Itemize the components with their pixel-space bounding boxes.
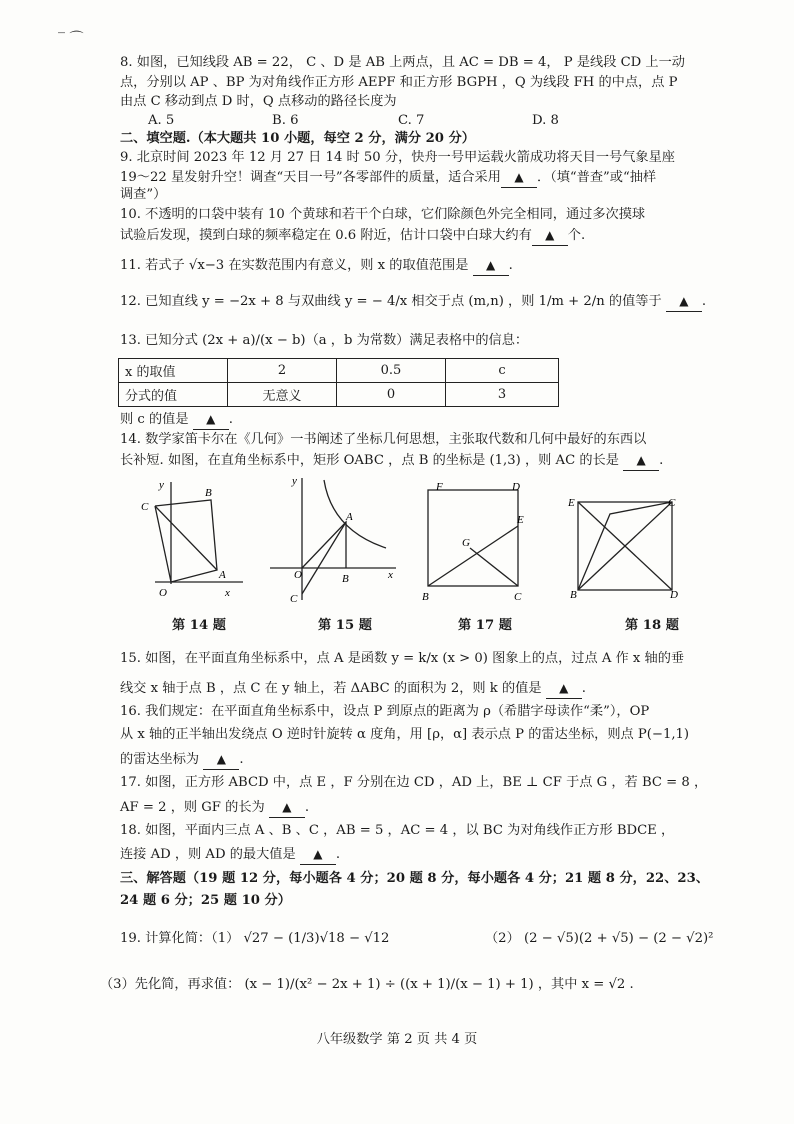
caption-fig-15: 第 15 题: [318, 618, 372, 633]
table-cell: 0.5: [337, 359, 446, 383]
label-b: B: [205, 487, 212, 499]
q9-line-2: [120, 168, 754, 188]
q14-text: 长补短. 如图，在直角坐标系中，矩形 OABC ，点 B 的坐标是 (1,3) ，则 AC 的长是: [120, 453, 619, 468]
q10-line-1: 10. 不透明的口袋中装有 10 个黄球和若干个白球，它们除颜色外完全相同，通过多次摸球: [120, 207, 646, 222]
label-c: C: [141, 501, 149, 513]
rectangle-oabc: [155, 500, 217, 582]
label-a: A: [219, 569, 226, 581]
q17-text-b: .: [304, 800, 310, 815]
label-c: C: [290, 593, 298, 605]
table-cell: c: [446, 359, 559, 383]
label-y: y: [159, 479, 164, 491]
q18-answer-blank[interactable]: [300, 845, 336, 865]
label-g: G: [462, 537, 470, 549]
q10-text: 试验后发现，摸到白球的频率稳定在 0.6 附近，估计口袋中白球大约有: [120, 228, 532, 243]
table-row: [119, 359, 559, 383]
square-abcd: [428, 490, 518, 586]
figure-18: [566, 492, 684, 604]
figure-14: [135, 476, 255, 604]
q19-part-3: （3）先化简，再求值： (x − 1)/(x² − 2x + 1) ÷ ((x + 1)/(x − 1) + 1) ，其中 x = √2 .: [100, 977, 634, 992]
q14-answer-blank[interactable]: [623, 451, 659, 471]
q18-text-b: .: [335, 847, 341, 862]
label-a: A: [346, 511, 353, 523]
blank-triangle-icon: ▲: [559, 681, 569, 695]
label-o: O: [159, 587, 167, 599]
q12-text-b: .: [701, 294, 707, 309]
label-b: B: [422, 591, 429, 603]
q18-line-2: [120, 845, 754, 865]
label-y: y: [292, 475, 297, 487]
q12-line: [120, 292, 754, 312]
q14-line-1: 14. 数学家笛卡尔在《几何》一书阐述了坐标几何思想，主张取代数和几何中最好的东西以: [120, 432, 647, 447]
q13-after: [120, 410, 754, 430]
q14-line-2: [120, 451, 754, 471]
segment-be: [428, 526, 518, 586]
q11-line: [120, 256, 754, 276]
q13-intro: 13. 已知分式 (2x + a)/(x − b)（a ，b 为常数）满足表格中的信息：: [120, 333, 529, 348]
q8-line-1: 8. 如图，已知线段 AB = 22， C 、D 是 AB 上两点，且 AC = DB = 4， P 是线段 CD 上一动: [120, 55, 685, 70]
q10-line-2: [120, 226, 754, 246]
table-cell: 分式的值: [119, 383, 228, 407]
option-c[interactable]: C. 7: [398, 113, 425, 128]
q18-line-1: 18. 如图，平面内三点 A 、B 、C ，AB = 5 ，AC = 4 ，以 BC 为对角线作正方形 BDCE ，: [120, 823, 675, 838]
blank-triangle-icon: ▲: [206, 412, 216, 426]
segment-ca: [302, 522, 346, 594]
q16-text: 的雷达坐标为: [120, 752, 200, 767]
q15-line-1: 15. 如图，在平面直角坐标系中，点 A 是函数 y = k/x (x > 0) 图象上的点，过点 A 作 x 轴的垂: [120, 651, 685, 666]
q15-text-b: .: [581, 681, 586, 696]
caption-fig-18: 第 18 题: [625, 618, 679, 633]
q19-part-2: （2） (2 − √5)(2 + √5) − (2 − √2)²: [485, 931, 714, 946]
q15-answer-blank[interactable]: [546, 679, 582, 699]
figure-17: [418, 478, 528, 604]
q17-answer-blank[interactable]: [269, 798, 305, 818]
q13-table: [118, 358, 559, 407]
table-row: [119, 383, 559, 407]
table-cell: 2: [228, 359, 337, 383]
q10-text-b: 个.: [567, 228, 586, 243]
blank-triangle-icon: ▲: [545, 228, 555, 242]
q12-answer-blank[interactable]: [666, 292, 702, 312]
triangle-oab: [302, 522, 346, 568]
q12-text: 12. 已知直线 y = −2x + 8 与双曲线 y = − 4/x 相交于点 (m,n) ，则 1/m + 2/n 的值等于: [120, 294, 662, 309]
label-b: B: [570, 589, 577, 601]
section-3-heading-1: 三、解答题（19 题 12 分，每小题各 4 分；20 题 8 分，每小题各 4 分；21 题 8 分，22、23、: [120, 871, 709, 886]
hyperbola-curve: [324, 480, 386, 548]
q8-line-2: 点，分别以 AP 、BP 为对角线作正方形 AEPF 和正方形 BGPH ，Q 为线段 FH 的中点，点 P: [120, 75, 678, 90]
label-d: D: [670, 589, 678, 601]
q16-line-3: [120, 750, 754, 770]
option-d[interactable]: D. 8: [532, 113, 559, 128]
caption-fig-14: 第 14 题: [172, 618, 226, 633]
blank-triangle-icon: ▲: [514, 170, 524, 184]
table-cell: 无意义: [228, 383, 337, 407]
q10-answer-blank[interactable]: [532, 226, 568, 246]
q9-line-1: 9. 北京时间 2023 年 12 月 27 日 14 时 50 分，快舟一号甲运载火箭成功将天目一号气象星座: [120, 150, 675, 165]
page-footer: 八年级数学 第 2 页 共 4 页: [316, 1032, 478, 1047]
q9-answer-blank[interactable]: [501, 168, 537, 188]
q18-text: 连接 AD ，则 AD 的最大值是: [120, 847, 296, 862]
blank-triangle-icon: ▲: [679, 294, 689, 308]
q13-answer-blank[interactable]: [193, 410, 229, 430]
label-f: F: [436, 481, 443, 493]
figure-15: [266, 470, 406, 610]
blank-triangle-icon: ▲: [636, 453, 646, 467]
blank-triangle-icon: ▲: [313, 847, 323, 861]
q9-text-b: ．（填“普查”或“抽样: [536, 170, 657, 185]
option-a[interactable]: A. 5: [148, 113, 175, 128]
q9-text: 19～22 星发射升空！调查“天目一号”各零部件的质量，适合采用: [120, 170, 501, 185]
q16-answer-blank[interactable]: [203, 750, 239, 770]
q11-text-b: .: [508, 258, 513, 273]
q17-line-2: [120, 798, 754, 818]
label-b: B: [342, 573, 349, 585]
q8-line-3: 由点 C 移动到点 D 时，Q 点移动的路径长度为: [120, 94, 397, 109]
q16-line-1: 16. 我们规定：在平面直角坐标系中，设点 P 到原点的距离为 ρ（希腊字母读作“柔”），OP: [120, 704, 650, 719]
table-cell: 0: [337, 383, 446, 407]
label-o: O: [294, 569, 302, 581]
blank-triangle-icon: ▲: [216, 752, 226, 766]
blank-triangle-icon: ▲: [485, 258, 496, 272]
q17-line-1: 17. 如图，正方形 ABCD 中，点 E ，F 分别在边 CD ，AD 上，BE ⊥ CF 于点 G ，若 BC = 8 ，: [120, 775, 708, 790]
q13-after-text: 则 c 的值是: [120, 412, 189, 427]
section-3-heading-2: 24 题 6 分；25 题 10 分）: [120, 893, 291, 908]
q11-answer-blank[interactable]: [473, 256, 509, 276]
caption-fig-17: 第 17 题: [458, 618, 512, 633]
corner-scan-mark: ‾ ⌒: [58, 31, 84, 47]
label-x: x: [225, 587, 230, 599]
q16-line-2: 从 x 轴的正半轴出发绕点 O 逆时针旋转 α 度角，用 [ρ，α] 表示点 P 的雷达坐标，则点 P(−1,1): [120, 727, 690, 742]
q19-part-1: 19. 计算化简：（1） √27 − (1/3)√18 − √12: [120, 931, 390, 946]
table-cell: 3: [446, 383, 559, 407]
blank-triangle-icon: ▲: [282, 800, 292, 814]
label-e: E: [568, 497, 575, 509]
q17-text: AF = 2 ，则 GF 的长为: [120, 800, 265, 815]
label-d: D: [512, 481, 520, 493]
label-e: E: [517, 514, 524, 526]
table-cell: x 的取值: [119, 359, 228, 383]
q13-after-b: .: [228, 412, 233, 427]
section-2-heading: 二、填空题.（本大题共 10 小题，每空 2 分，满分 20 分）: [120, 131, 475, 146]
q16-text-b: .: [239, 752, 244, 767]
q14-text-b: .: [659, 453, 664, 468]
q11-text: 11. 若式子 √x−3 在实数范围内有意义，则 x 的取值范围是: [120, 258, 469, 273]
label-c: C: [514, 591, 522, 603]
q15-line-2: [120, 679, 754, 699]
label-x: x: [388, 569, 393, 581]
q15-text: 线交 x 轴于点 B ，点 C 在 y 轴上，若 ΔABC 的面积为 2，则 k 的值是: [120, 681, 542, 696]
option-b[interactable]: B. 6: [272, 113, 299, 128]
segment-cf: [470, 548, 518, 586]
diagonal-ac: [155, 506, 217, 570]
q9-line-3: 调查”）: [120, 187, 167, 202]
label-c: C: [668, 497, 676, 509]
